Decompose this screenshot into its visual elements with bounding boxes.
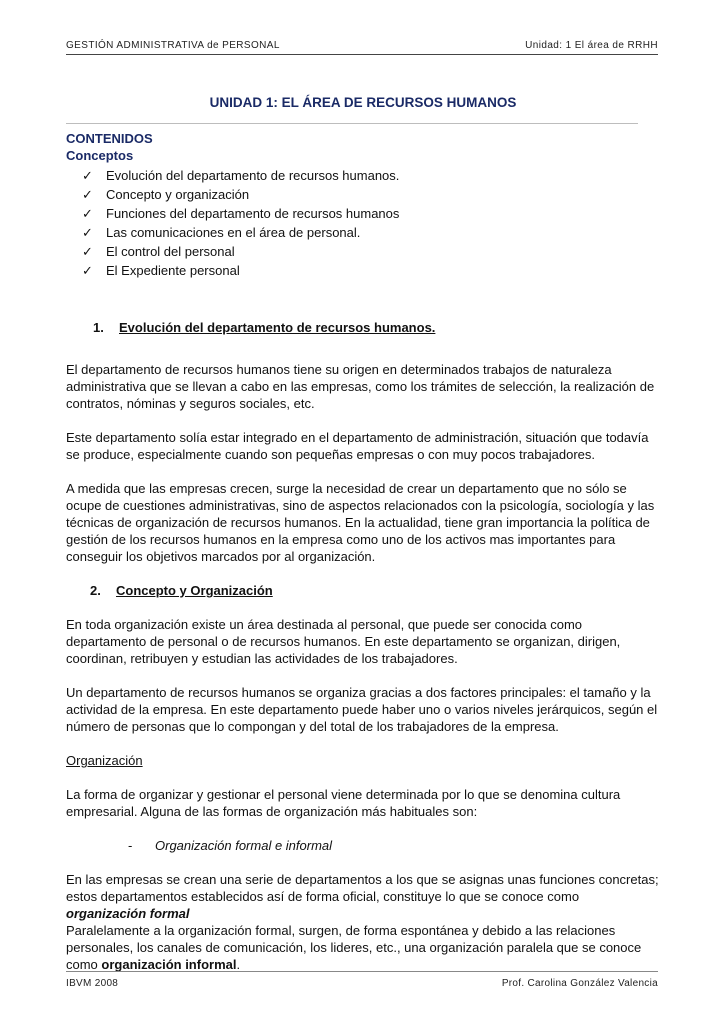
section-1-title: Evolución del departamento de recursos humanos.	[119, 320, 436, 335]
section-1-number: 1.	[93, 320, 104, 335]
formal-organization-paragraph	[66, 871, 660, 922]
list-item	[82, 166, 660, 185]
title-divider	[66, 123, 638, 124]
section-2-title: Concepto y Organización	[116, 583, 273, 598]
footer-left: IBVM 2008	[66, 978, 119, 989]
section-1-heading	[66, 319, 660, 336]
informal-term: organización informal	[101, 957, 237, 972]
page-content	[66, 94, 660, 973]
organization-subheading: Organización	[66, 753, 143, 768]
bullet-text: Organización formal e informal	[155, 838, 333, 853]
section-1-paragraph: El departamento de recursos humanos tiene su origen en determinados trabajos de naturaleza administrativa que se llevan a cabo en las empresas, como los trámites de selección, la realización de contratos, nóminas y seguros sociales, etc.	[66, 362, 655, 411]
list-item-label: Funciones del departamento de recursos humanos	[106, 206, 400, 221]
section-2-paragraph: En toda organización existe un área destinada al personal, que puede ser conocida como departamento de personal o de recursos humanos. En este departamento se organizan, dirigen, coordinan, retribuyen y estudian las actividades de los trabajadores.	[66, 617, 621, 666]
concepts-subheading: Conceptos	[66, 148, 134, 163]
informal-end: .	[236, 957, 241, 972]
header-right: Unidad: 1 El área de RRHH	[525, 40, 658, 51]
checkmark-icon: ✓	[82, 168, 93, 183]
header-left: GESTIÓN ADMINISTRATIVA de PERSONAL	[66, 40, 280, 51]
list-item-label: Evolución del departamento de recursos humanos.	[106, 168, 400, 183]
footer-right: Prof. Carolina González Valencia	[501, 978, 658, 989]
contents-heading: CONTENIDOS	[66, 131, 153, 146]
document-title: UNIDAD 1: EL ÁREA DE RECURSOS HUMANOS	[209, 95, 517, 110]
bullet-item	[66, 837, 660, 854]
list-item	[82, 261, 660, 280]
bullet-dash: -	[128, 838, 133, 853]
informal-organization-paragraph	[66, 922, 660, 973]
checkmark-icon: ✓	[82, 187, 93, 202]
section-1-paragraph: Este departamento solía estar integrado en el departamento de administración, situación que todavía se produce, especialmente cuando son pequeñas empresas o con muy pocos trabajadores.	[66, 430, 649, 462]
list-item	[82, 223, 660, 242]
informal-text: Paralelamente a la organización formal, surgen, de forma espontánea y debido a las relaciones personales, los canales de comunicación, los lideres, etc., una organización paralela que se conoce como	[66, 923, 642, 972]
list-item-label: Concepto y organización	[106, 187, 250, 202]
list-item	[82, 242, 660, 261]
list-item-label: El Expediente personal	[106, 263, 240, 278]
list-item	[82, 204, 660, 223]
page-footer	[66, 971, 658, 989]
checkmark-icon: ✓	[82, 263, 93, 278]
checkmark-icon: ✓	[82, 206, 93, 221]
list-item	[82, 185, 660, 204]
section-2-paragraph: Un departamento de recursos humanos se organiza gracias a dos factores principales: el tamaño y la actividad de la empresa. En este departamento puede haber uno o varios niveles jerárquicos, según el número de personas que lo compongan y del total de los trabajadores de la empresa.	[66, 685, 658, 734]
formal-term: organización formal	[66, 906, 190, 921]
section-2-heading	[66, 582, 660, 599]
page-header	[66, 40, 658, 55]
checkmark-icon: ✓	[82, 225, 93, 240]
checkmark-icon: ✓	[82, 244, 93, 259]
list-item-label: El control del personal	[106, 244, 235, 259]
organization-paragraph: La forma de organizar y gestionar el personal viene determinada por lo que se denomina cultura empresarial. Alguna de las formas de organización más habituales son:	[66, 787, 621, 819]
section-2-number: 2.	[90, 583, 101, 598]
formal-text: En las empresas se crean una serie de departamentos a los que se asignas unas funciones concretas; estos departamentos establecidos así de forma oficial, constituye lo que se conoce como	[66, 872, 659, 904]
list-item-label: Las comunicaciones en el área de personal.	[106, 225, 361, 240]
section-1-paragraph: A medida que las empresas crecen, surge la necesidad de crear un departamento que no sólo se ocupe de cuestiones administrativas, sino de aspectos relacionados con la psicología, sociología y las técnicas de organización de recursos humanos. En la actualidad, tiene gran importancia la política de gestión de los recursos humanos en la empresa como uno de los activos mas importantes para conseguir los objetivos marcados por al organización.	[66, 481, 655, 564]
contents-list	[66, 166, 660, 280]
